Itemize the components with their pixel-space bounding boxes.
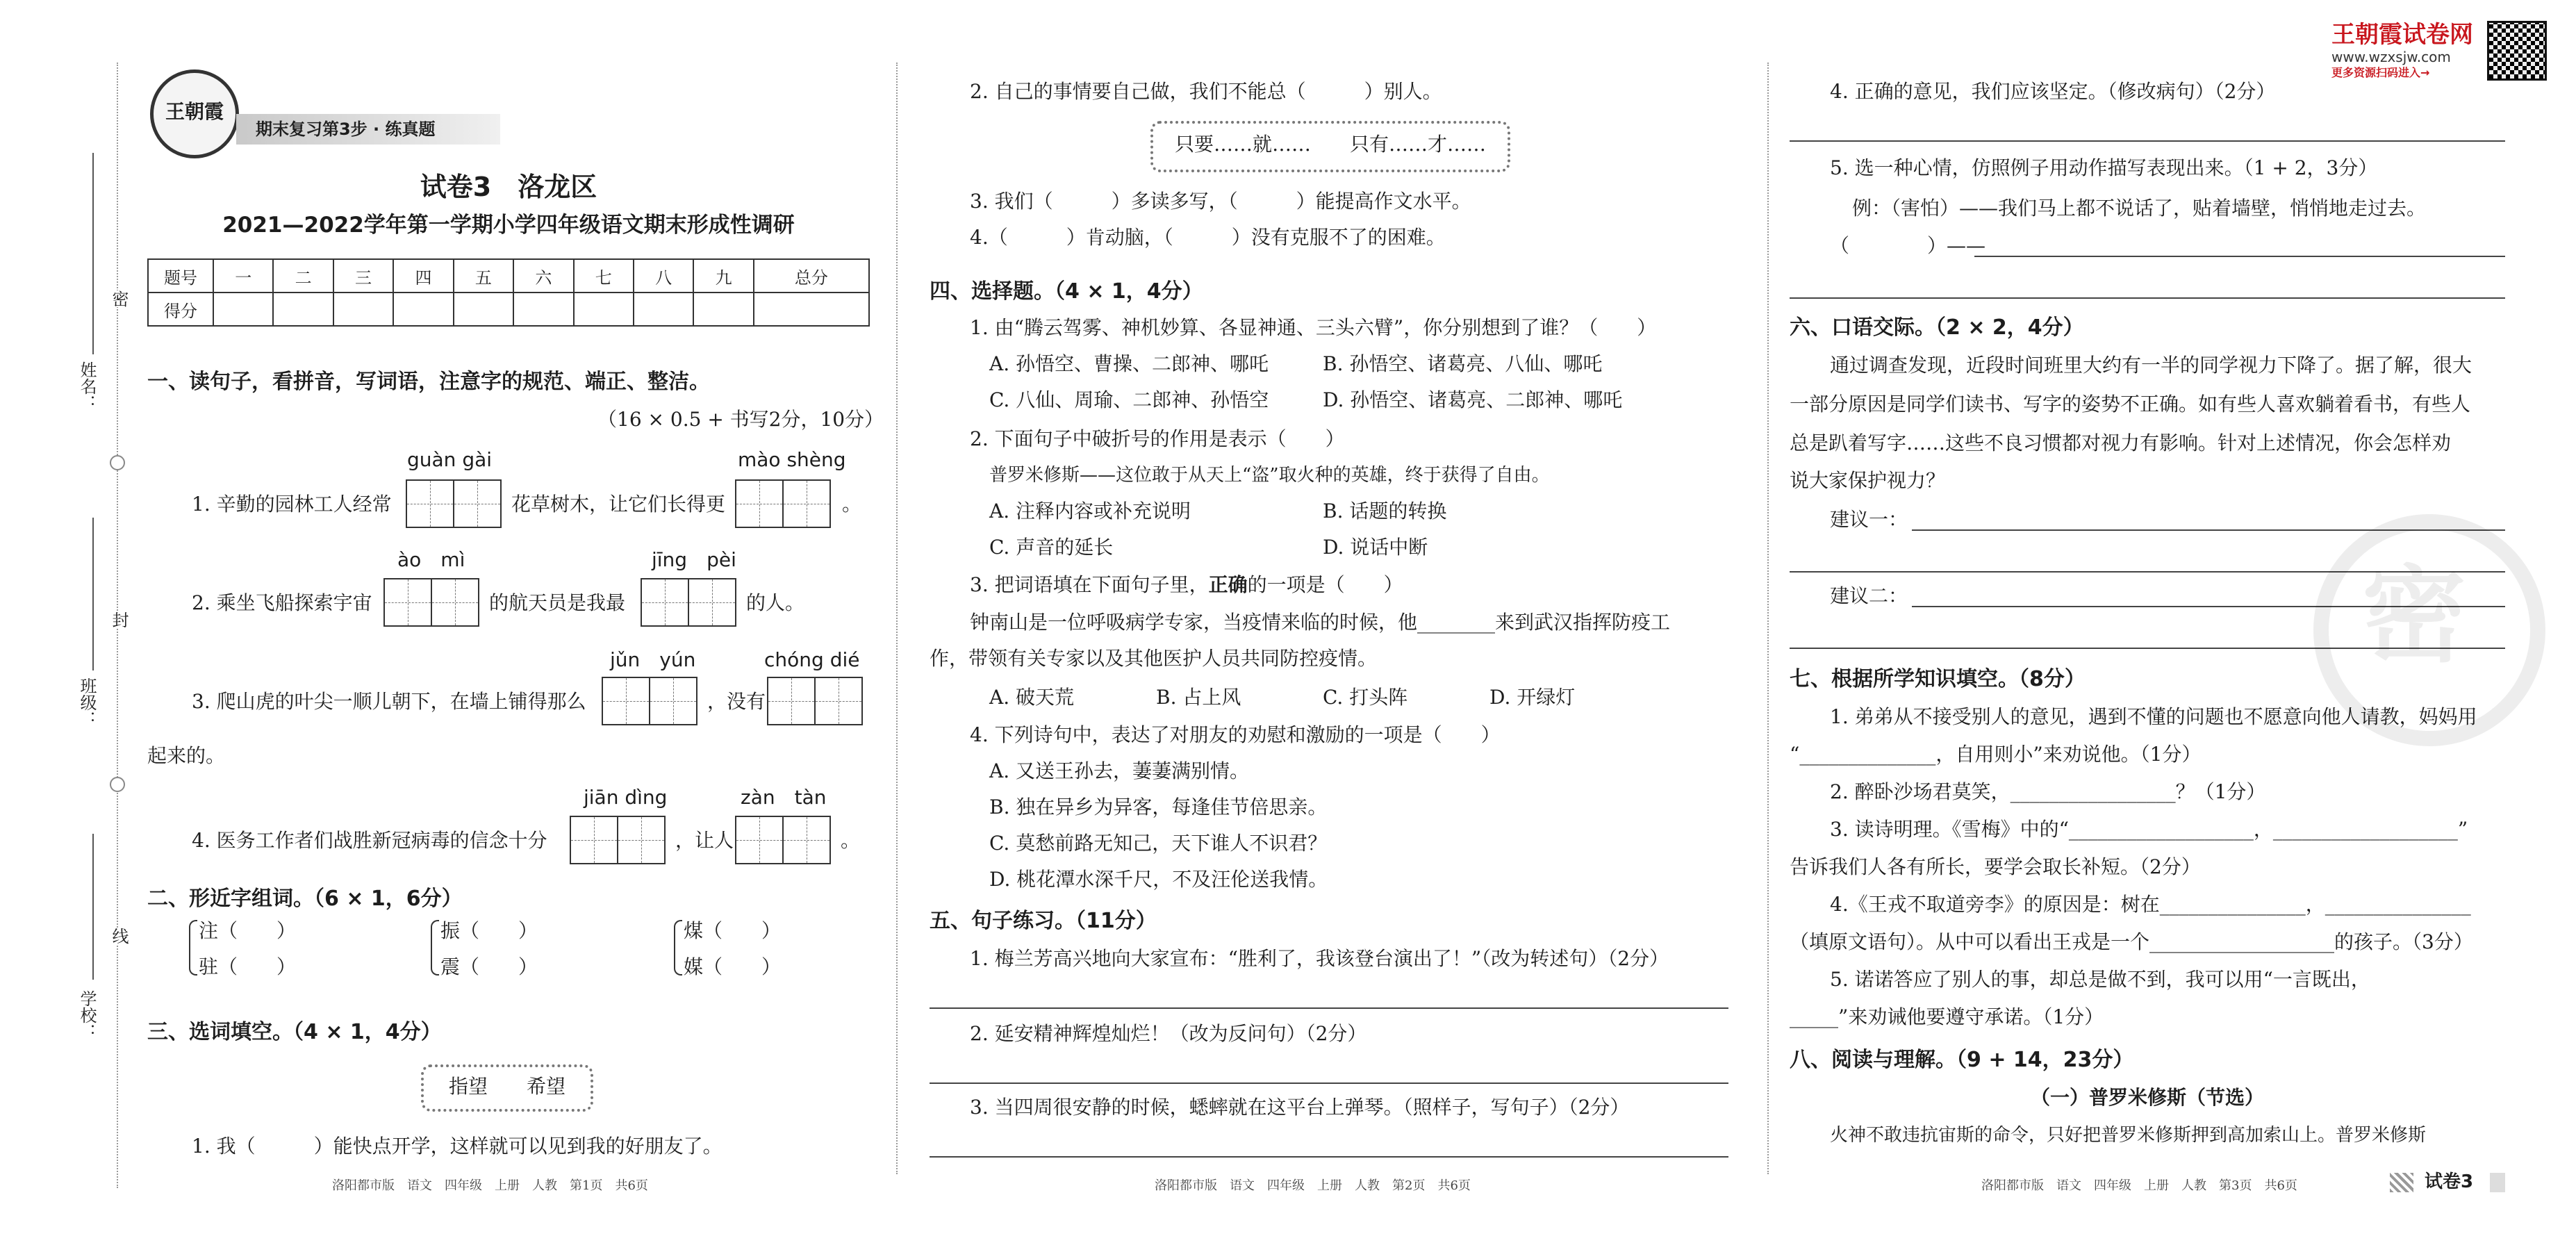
q3-title: 三、选词填空。（4 × 1，4分）: [147, 1020, 442, 1044]
score-cell[interactable]: [574, 293, 634, 326]
footer-page-3: 洛阳都市版 语文 四年级 上册 人教 第3页 共6页: [1981, 1178, 2297, 1193]
school-underline: [92, 834, 94, 980]
q5-4-answer-line[interactable]: [1790, 140, 2505, 142]
q7-4a: 4.《王戎不取道旁李》的原因是：树在_______________，_______________: [1830, 893, 2471, 916]
q5-5-blank: （ ）——: [1830, 234, 1986, 257]
q1-3-mid: ，没有: [707, 690, 766, 713]
q1-1-answer-b[interactable]: [735, 479, 831, 528]
logo-text: 王朝霞: [165, 100, 224, 123]
page-title: 试卷3 洛龙区: [420, 172, 597, 202]
q2-title: 二、形近字组词。（6 × 1，6分）: [147, 887, 463, 911]
q6-title: 六、口语交际。（2 × 2，4分）: [1790, 315, 2084, 340]
score-table: [147, 258, 870, 327]
q4-1: 1. 由“腾云驾雾、神机妙算、各显神通、三头六臂”，你分别想到了谁？（ ）: [970, 316, 1657, 339]
q1-4-answer-b[interactable]: [735, 816, 831, 864]
tag-bar: [2490, 1173, 2505, 1192]
q1-4-post: 。: [841, 829, 861, 852]
q4-2-quote: 普罗米修斯——这位敢于从天上“盗”取火种的英雄，终于获得了自由。: [989, 465, 1550, 486]
q1-3-pinyin-a: jǔn yún: [610, 648, 696, 671]
binding-hole: [110, 455, 125, 470]
q1-4-pre: 4. 医务工作者们战胜新冠病毒的信念十分: [192, 829, 547, 852]
q1-title: 一、读句子，看拼音，写词语，注意字的规范、端正、整洁。: [147, 370, 710, 394]
q1-4-answer-a[interactable]: [570, 816, 666, 864]
q1-1-pre: 1. 辛勤的园林工人经常: [192, 493, 392, 516]
q6-paragraph: 说大家保护视力？: [1790, 469, 1946, 492]
q2-item[interactable]: 驻（ ）: [199, 955, 297, 978]
q4-3-a: 3. 把词语填在下面句子里，: [970, 573, 1209, 596]
column-divider: [1767, 63, 1769, 1174]
q4-1-option[interactable]: D. 孙悟空、诸葛亮、二郎神、哪吒: [1323, 388, 1623, 411]
q1-3-answer-b[interactable]: [767, 677, 863, 725]
score-cell[interactable]: [213, 293, 273, 326]
q3-word-box-2-text: 只要……就…… 只有……才……: [1174, 133, 1486, 156]
q5-1: 1. 梅兰芳高兴地向大家宣布：“胜利了，我该登台演出了！”（改为转述句）（2分）: [970, 947, 1669, 970]
q1-1-pinyin-b: mào shèng: [738, 448, 846, 471]
q1-3-pre: 3. 爬山虎的叶尖一顺儿朝下，在墙上铺得那么: [192, 690, 586, 713]
q4-3: [970, 571, 1403, 599]
score-header-cell: 四: [393, 259, 453, 293]
q5-2-answer-line[interactable]: [930, 1083, 1728, 1084]
score-cell[interactable]: [393, 293, 453, 326]
q5-4: 4. 正确的意见，我们应该坚定。（修改病句）（2分）: [1830, 80, 2276, 103]
q2-item[interactable]: 媒（ ）: [684, 955, 782, 978]
q3-word-box-1-text: 指望 希望: [448, 1075, 565, 1098]
q4-1-option[interactable]: A. 孙悟空、曹操、二郎神、哪吒: [989, 352, 1269, 375]
q4-1-option[interactable]: B. 孙悟空、诸葛亮、八仙、哪吒: [1323, 352, 1603, 375]
q4-3-option[interactable]: A. 破天荒: [989, 686, 1075, 709]
seal-xian: 线: [109, 928, 129, 944]
q1-1-pinyin-a: guàn gài: [407, 448, 493, 471]
q2-brace: [674, 920, 682, 976]
q5-3: 3. 当四周很安静的时候，蟋蟀就在这平台上弹琴。（照样子，写句子）（2分）: [970, 1096, 1630, 1119]
q4-3-c: 的一项是（ ）: [1247, 573, 1403, 596]
q5-5-answer-line-2[interactable]: [1790, 297, 2505, 299]
q6-suggestion-1: 建议一：: [1830, 508, 1908, 531]
score-header-cell: 一: [213, 259, 273, 293]
q3-item-2: 2. 自己的事情要自己做，我们不能总（ ）别人。: [970, 80, 1442, 103]
score-row-label: 得分: [148, 293, 213, 326]
q7-1a: 1. 弟弟从不接受别人的意见，遇到不懂的问题也不愿意向他人请教，妈妈用: [1830, 705, 2477, 728]
q5-title: 五、句子练习。（11分）: [930, 909, 1157, 933]
q4-4-option[interactable]: C. 莫愁前路无知己，天下谁人不识君？: [989, 832, 1328, 855]
footer-page-1: 洛阳都市版 语文 四年级 上册 人教 第1页 共6页: [332, 1178, 648, 1193]
score-cell[interactable]: [454, 293, 513, 326]
q5-1-answer-line[interactable]: [930, 1007, 1728, 1009]
q7-1b: “______________，自用则小”来劝说他。（1分）: [1790, 743, 2202, 766]
q4-3-option[interactable]: D. 开绿灯: [1489, 686, 1576, 709]
corner-pattern-icon: [2390, 1173, 2413, 1192]
score-cell[interactable]: [754, 293, 869, 326]
name-label: 姓名：: [77, 361, 97, 411]
banner-text: 期末复习第3步 · 练真题: [256, 120, 436, 139]
q7-title: 七、根据所学知识填空。（8分）: [1790, 667, 2086, 691]
score-cell[interactable]: [333, 293, 393, 326]
q4-2-option[interactable]: D. 说话中断: [1323, 536, 1428, 559]
q7-4b: （填原文语句）。从中可以看出王戎是一个___________________的孩子。（3分）: [1790, 930, 2473, 953]
q5-5-example: 例：（害怕）——我们马上都不说话了，贴着墙壁，悄悄地走过去。: [1852, 197, 2427, 220]
banner: [236, 114, 500, 145]
watermark-text: 密: [2361, 556, 2466, 677]
q1-4-mid: ，让人: [675, 829, 734, 852]
brand-logo: [150, 69, 239, 158]
score-header-row: [148, 259, 869, 293]
q7-5b: _____”来劝诫他要遵守承诺。（1分）: [1790, 1005, 2104, 1028]
q7-3a: 3. 读诗明理。《雪梅》中的“___________________，___________________”: [1830, 818, 2468, 841]
q1-2-pinyin-b: jīng pèi: [652, 548, 736, 571]
q4-2-option[interactable]: C. 声音的延长: [989, 536, 1114, 559]
q1-2-pre: 2. 乘坐飞船探索宇宙: [192, 591, 372, 614]
q4-2: 2. 下面句子中破折号的作用是表示（ ）: [970, 427, 1345, 450]
q8-title: 八、阅读与理解。（9 + 14，23分）: [1790, 1048, 2134, 1072]
q3-item-1: 1. 我（ ）能快点开学，这样就可以见到我的好朋友了。: [192, 1135, 723, 1158]
q1-3-post: 起来的。: [147, 744, 226, 767]
score-header-cell: 八: [634, 259, 693, 293]
q1-3-pinyin-b: chóng dié: [764, 648, 860, 671]
qr-code-icon[interactable]: [2487, 21, 2547, 81]
score-header-cell: 七: [574, 259, 634, 293]
q6-paragraph: 一部分原因是同学们读书、写字的姿势不正确。如有些人喜欢躺着看书，有些人: [1790, 393, 2471, 415]
q1-1-mid: 花草树木，让它们长得更: [511, 493, 726, 516]
watermark-seal: [2313, 514, 2545, 746]
q1-3-answer-a[interactable]: [602, 677, 697, 725]
score-cell[interactable]: [273, 293, 333, 326]
q2-brace: [431, 920, 439, 976]
q4-4-option[interactable]: A. 又送王孙去，萋萋满别情。: [989, 759, 1250, 782]
q4-4: 4. 下列诗句中，表达了对朋友的劝慰和激励的一项是（ ）: [970, 723, 1501, 746]
q5-2: 2. 延安精神辉煌灿烂！（改为反问句）（2分）: [970, 1022, 1367, 1045]
q5-5: 5. 选一种心情，仿照例子用动作描写表现出来。（1 + 2，3分）: [1830, 156, 2378, 179]
q1-2-mid: 的航天员是我最: [489, 591, 626, 614]
q8-subtitle: （一）普罗米修斯（节选）: [2030, 1086, 2264, 1109]
q6-paragraph: 总是趴着写字……这些不良习惯都对视力有影响。针对上述情况，你会怎样劝: [1790, 431, 2452, 454]
q5-5-answer-line[interactable]: [1974, 256, 2505, 257]
school-label: 学校：: [77, 990, 97, 1040]
score-header-cell: 题号: [148, 259, 213, 293]
q3-item-4: 4.（ ）肯动脑，（ ）没有克服不了的困难。: [970, 226, 1446, 249]
score-header-cell: 六: [513, 259, 573, 293]
q6-paragraph: 通过调查发现，近段时间班里大约有一半的同学视力下降了。据了解，很大: [1830, 354, 2472, 377]
q1-1-answer-a[interactable]: [406, 479, 502, 528]
score-header-cell: 九: [693, 259, 753, 293]
score-header-cell: 二: [273, 259, 333, 293]
q4-title: 四、选择题。（4 × 1，4分）: [930, 279, 1203, 304]
class-label: 班级：: [77, 677, 97, 727]
footer-page-2: 洛阳都市版 语文 四年级 上册 人教 第2页 共6页: [1155, 1178, 1471, 1193]
q1-1-post: 。: [842, 493, 862, 516]
q1-4-pinyin-a: jiān dìng: [584, 786, 668, 809]
name-underline: [92, 153, 94, 354]
q1-2-post: 的人。: [746, 591, 805, 614]
q2-item[interactable]: 振（ ）: [440, 919, 538, 942]
column-divider: [896, 63, 898, 1174]
q8-paragraph: 火神不敢违抗宙斯的命令，只好把普罗米修斯押到高加索山上。普罗米修斯: [1830, 1125, 2427, 1146]
q4-3-text-2: 作，带领有关专家以及其他医护人员共同防控疫情。: [930, 647, 1378, 670]
q2-item[interactable]: 煤（ ）: [684, 919, 782, 942]
q7-5a: 5. 诺诺答应了别人的事，却总是做不到，我可以用“一言既出，: [1830, 968, 2370, 991]
q4-2-option[interactable]: B. 话题的转换: [1323, 500, 1447, 522]
class-underline: [92, 518, 94, 670]
q4-1-option[interactable]: C. 八仙、周瑜、二郎神、孙悟空: [989, 388, 1269, 411]
score-header-cell: 五: [454, 259, 513, 293]
score-cell[interactable]: [693, 293, 753, 326]
q4-2-option[interactable]: A. 注释内容或补充说明: [989, 500, 1191, 522]
score-row: [148, 293, 869, 326]
q4-3-text-1: 钟南山是一位呼吸病学专家，当疫情来临的时候，他________来到武汉指挥防疫工: [970, 611, 1671, 634]
q2-item[interactable]: 震（ ）: [440, 955, 538, 978]
score-header-cell: 总分: [754, 259, 869, 293]
score-cell[interactable]: [634, 293, 693, 326]
q5-3-answer-line[interactable]: [930, 1156, 1728, 1158]
seal-feng: 封: [109, 611, 129, 628]
q1-2-pinyin-a: ào mì: [397, 548, 465, 571]
q2-brace: [189, 920, 197, 976]
score-header-cell: 三: [333, 259, 393, 293]
q1-2-answer-b[interactable]: [641, 578, 736, 627]
q4-4-option[interactable]: D. 桃花潭水深千尺，不及汪伦送我情。: [989, 868, 1328, 891]
q1-4-pinyin-b: zàn tàn: [741, 786, 827, 809]
q2-item[interactable]: 注（ ）: [199, 919, 297, 942]
q4-3-option[interactable]: C. 打头阵: [1323, 686, 1408, 709]
q1-points: （16 × 0.5 + 书写2分，10分）: [597, 408, 884, 431]
q6-suggestion-2: 建议二：: [1830, 584, 1908, 607]
q7-3b: 告诉我们人各有所长，要学会取长补短。（2分）: [1790, 855, 2201, 878]
paper-tag: 试卷3: [2425, 1171, 2474, 1192]
site-url: www.wzxsjw.com: [2331, 49, 2451, 65]
q7-2: 2. 醉卧沙场君莫笑，_________________？（1分）: [1830, 780, 2266, 803]
site-name: 王朝霞试卷网: [2331, 21, 2473, 49]
page-subtitle: 2021—2022学年第一学期小学四年级语文期末形成性调研: [222, 213, 795, 238]
q4-4-option[interactable]: B. 独在异乡为异客，每逢佳节倍思亲。: [989, 796, 1328, 818]
site-note: 更多资源扫码进入→: [2331, 66, 2430, 79]
binding-hole: [110, 777, 125, 792]
q3-item-3: 3. 我们（ ）多读多写，（ ）能提高作文水平。: [970, 190, 1471, 213]
score-cell[interactable]: [513, 293, 573, 326]
q4-3-bold: 正确: [1208, 573, 1248, 596]
q1-2-answer-a[interactable]: [383, 578, 479, 627]
q4-3-option[interactable]: B. 占上风: [1156, 686, 1241, 709]
seal-mi: 密: [109, 290, 129, 307]
